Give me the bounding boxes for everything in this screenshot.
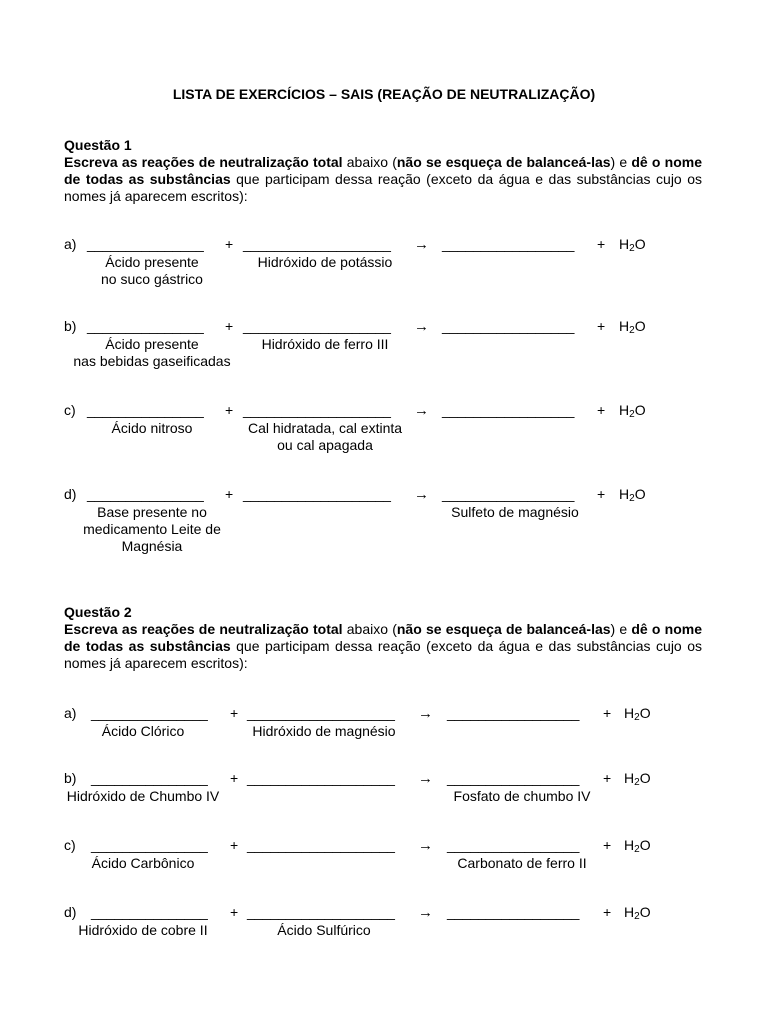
equation-row: [0, 236, 768, 256]
arrow-symbol: →: [418, 770, 433, 787]
plus-sign: +: [225, 236, 234, 252]
answer-blank-2: ___________________: [247, 770, 395, 786]
plus-sign: +: [230, 705, 239, 721]
plus-sign: +: [225, 318, 234, 334]
water-formula: $H_2O$: [619, 236, 646, 254]
answer-blank-3: _________________: [447, 770, 580, 786]
item-letter: d): [64, 904, 77, 920]
plus-sign: +: [597, 486, 606, 502]
substance-label: Hidróxido de ferro III: [261, 336, 389, 352]
substance-label: Cal hidratada, cal extinta ou cal apagada: [247, 420, 403, 453]
water-formula: $H_2O$: [619, 486, 646, 504]
water-formula: $H_2O$: [624, 705, 651, 723]
answer-blank-1: _______________: [87, 402, 204, 418]
answer-blank-2: ___________________: [243, 236, 391, 252]
equation-row: [0, 770, 768, 790]
answer-blank-3: _________________: [442, 486, 575, 502]
water-formula: $H_2O$: [619, 402, 646, 420]
question-1-label: Questão 1: [64, 137, 132, 153]
arrow-symbol: →: [418, 904, 433, 921]
answer-blank-1: _______________: [91, 705, 208, 721]
plus-sign: +: [603, 770, 612, 786]
question-2-instruction: Escreva as reações de neutralização total abaixo (não se esqueça de balanceá-las) e dê o nome de todas as substâncias que participam dessa reação (exceto da água e das substâncias cujo os nomes já aparecem escritos):: [64, 621, 702, 671]
item-letter: c): [64, 837, 76, 853]
substance-label: Hidróxido de cobre II: [78, 922, 208, 938]
arrow-symbol: →: [414, 402, 429, 419]
question-2-label: Questão 2: [64, 604, 132, 620]
answer-blank-2: ___________________: [247, 705, 395, 721]
answer-blank-2: ___________________: [247, 837, 395, 853]
substance-label: Carbonato de ferro II: [457, 855, 587, 871]
item-letter: d): [64, 486, 77, 502]
substance-label: Ácido presente no suco gástrico: [101, 254, 203, 287]
equation-row: [0, 705, 768, 725]
equation-row: [0, 837, 768, 857]
substance-label: Base presente no medicamento Leite de Magnésia: [83, 504, 221, 554]
plus-sign: +: [230, 904, 239, 920]
plus-sign: +: [597, 236, 606, 252]
answer-blank-2: ___________________: [243, 402, 391, 418]
answer-blank-3: _________________: [447, 837, 580, 853]
substance-label: Fosfato de chumbo IV: [453, 788, 591, 804]
plus-sign: +: [230, 837, 239, 853]
answer-blank-1: _______________: [87, 318, 204, 334]
substance-label: Sulfeto de magnésio: [451, 504, 579, 520]
answer-blank-3: _________________: [447, 904, 580, 920]
question-2-header: [64, 604, 702, 672]
answer-blank-1: _______________: [91, 837, 208, 853]
plus-sign: +: [597, 318, 606, 334]
item-letter: a): [64, 236, 77, 252]
answer-blank-3: _________________: [442, 236, 575, 252]
water-formula: $H_2O$: [624, 837, 651, 855]
answer-blank-2: ___________________: [247, 904, 395, 920]
question-1-header: [64, 137, 702, 205]
answer-blank-3: _________________: [447, 705, 580, 721]
substance-label: Ácido Carbônico: [91, 855, 195, 871]
answer-blank-1: _______________: [91, 904, 208, 920]
answer-blank-1: _______________: [91, 770, 208, 786]
equation-row: [0, 904, 768, 924]
plus-sign: +: [603, 904, 612, 920]
water-formula: $H_2O$: [624, 904, 651, 922]
equation-row: [0, 486, 768, 506]
plus-sign: +: [597, 402, 606, 418]
answer-blank-2: ___________________: [243, 318, 391, 334]
substance-label: Ácido Clórico: [101, 723, 185, 739]
page-title: LISTA DE EXERCÍCIOS – SAIS (REAÇÃO DE NEUTRALIZAÇÃO): [172, 86, 596, 102]
substance-label: Hidróxido de magnésio: [252, 723, 396, 739]
arrow-symbol: →: [414, 318, 429, 335]
item-letter: c): [64, 402, 76, 418]
arrow-symbol: →: [414, 486, 429, 503]
answer-blank-3: _________________: [442, 402, 575, 418]
equation-row: [0, 402, 768, 422]
arrow-symbol: →: [418, 837, 433, 854]
plus-sign: +: [603, 837, 612, 853]
plus-sign: +: [230, 770, 239, 786]
substance-label: Hidróxido de Chumbo IV: [66, 788, 220, 804]
answer-blank-3: _________________: [442, 318, 575, 334]
substance-label: Ácido Sulfúrico: [277, 922, 371, 938]
answer-blank-2: ___________________: [243, 486, 391, 502]
plus-sign: +: [225, 402, 234, 418]
water-formula: $H_2O$: [624, 770, 651, 788]
plus-sign: +: [225, 486, 234, 502]
arrow-symbol: →: [418, 705, 433, 722]
item-letter: b): [64, 318, 77, 334]
arrow-symbol: →: [414, 236, 429, 253]
substance-label: Hidróxido de potássio: [257, 254, 393, 270]
equation-row: [0, 318, 768, 338]
substance-label: Ácido nitroso: [111, 420, 193, 436]
item-letter: a): [64, 705, 77, 721]
answer-blank-1: _______________: [87, 236, 204, 252]
plus-sign: +: [603, 705, 612, 721]
question-1-instruction: Escreva as reações de neutralização total abaixo (não se esqueça de balanceá-las) e dê o nome de todas as substâncias que participam dessa reação (exceto da água e das substâncias cujo os nomes já aparecem escritos):: [64, 154, 702, 204]
substance-label: Ácido presente nas bebidas gaseificadas: [73, 336, 231, 369]
answer-blank-1: _______________: [87, 486, 204, 502]
water-formula: $H_2O$: [619, 318, 646, 336]
item-letter: b): [64, 770, 77, 786]
